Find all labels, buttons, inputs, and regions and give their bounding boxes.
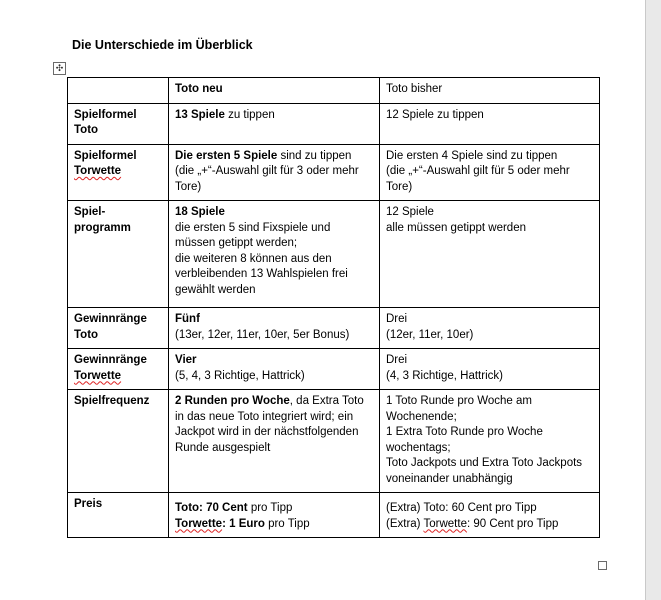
row-label-cell[interactable] <box>68 493 169 538</box>
move-cross-icon[interactable]: ✣ <box>53 62 66 75</box>
toto-neu-cell[interactable] <box>169 493 380 538</box>
cell-text: sind zu tippen <box>277 149 352 162</box>
cell-text: (Extra) Toto: 60 Cent pro Tipp <box>386 502 537 514</box>
comparison-table <box>67 77 600 538</box>
row-label-line: Toto <box>74 124 99 136</box>
header-cell-toto-neu[interactable]: Toto neu <box>169 78 380 104</box>
table-row <box>68 493 600 538</box>
cell-text: Drei <box>386 313 408 325</box>
table-row <box>68 144 600 201</box>
cell-text: pro Tipp <box>247 502 293 514</box>
row-label-line: programm <box>74 221 131 234</box>
row-label-cell[interactable] <box>68 349 169 390</box>
toto-neu-cell[interactable] <box>169 103 380 144</box>
toto-bisher-cell[interactable] <box>380 493 600 538</box>
cell-text: (13er, 12er, 11er, 10er, 5er Bonus) <box>175 328 350 341</box>
row-label-line: Torwette <box>74 369 122 382</box>
document-title: Die Unterschiede im Überblick <box>72 38 253 52</box>
cell-text: 1 Toto Runde pro Woche am Wochenende; <box>386 395 532 423</box>
table-row <box>68 201 600 308</box>
table-header-row <box>68 78 600 104</box>
cell-text: (12er, 11er, 10er) <box>386 328 474 341</box>
cell-text: Drei <box>386 354 408 366</box>
cell-note: (die „+“-Auswahl gilt für 3 oder mehr Tore) <box>175 165 359 193</box>
row-label-line: Spielfrequenz <box>74 395 150 407</box>
row-label-line: Spiel- <box>74 206 106 218</box>
cell-text: 1 Extra Toto Runde pro Woche wochentags; <box>386 426 543 454</box>
row-label-line: Gewinnränge <box>74 313 147 325</box>
bold-text: Vier <box>175 354 197 366</box>
cell-text: (Extra) <box>386 517 424 530</box>
table-row <box>68 308 600 349</box>
toto-neu-cell[interactable] <box>169 144 380 201</box>
row-label-cell[interactable] <box>68 144 169 201</box>
cell-note: (die „+“-Auswahl gilt für 5 oder mehr Tore) <box>386 165 570 193</box>
toto-neu-cell[interactable] <box>169 390 380 493</box>
toto-neu-cell[interactable] <box>169 349 380 390</box>
row-label-cell[interactable] <box>68 308 169 349</box>
page-edge-scroll-area <box>645 0 661 600</box>
cell-text: , da Extra Toto in das neue Toto integriert wird; ein Jackpot wird in der nächstfolgenden Runde ausgespielt <box>175 395 364 454</box>
cell-text: die weiteren 8 können aus den verbleibenden 13 Wahlspielen frei gewählt werden <box>175 252 348 296</box>
row-label-line: Torwette <box>74 165 122 177</box>
cell-text: pro Tipp <box>264 517 310 530</box>
row-label-line: Toto <box>74 328 99 341</box>
header-cell-toto-bisher[interactable]: Toto bisher <box>380 78 600 104</box>
row-label-cell[interactable] <box>68 390 169 493</box>
cell-text: 12 Spiele <box>386 206 434 218</box>
resize-square-icon[interactable] <box>598 561 607 570</box>
bold-text: Die ersten 5 Spiele <box>175 149 278 162</box>
cell-text: Die ersten 4 Spiele sind zu tippen <box>386 149 558 162</box>
cell-text: zu tippen <box>224 108 275 121</box>
row-label-cell[interactable] <box>68 201 169 308</box>
toto-neu-cell[interactable] <box>169 201 380 308</box>
cell-text: : 90 Cent pro Tipp <box>466 517 559 530</box>
table-row <box>68 390 600 493</box>
bold-text: 2 Runden pro Woche <box>175 395 290 407</box>
cell-text: Torwette <box>423 517 467 530</box>
table-row <box>68 349 600 390</box>
bold-text: Toto: 70 Cent <box>175 502 248 514</box>
toto-neu-cell[interactable] <box>169 308 380 349</box>
bold-text: Torwette <box>175 517 223 530</box>
cell-text: (4, 3 Richtige, Hattrick) <box>386 369 503 382</box>
bold-text: 13 Spiele <box>175 108 225 121</box>
row-label-line: Preis <box>74 498 103 510</box>
cell-text: (5, 4, 3 Richtige, Hattrick) <box>175 369 305 382</box>
toto-bisher-cell[interactable] <box>380 144 600 201</box>
toto-bisher-cell[interactable]: 12 Spiele zu tippen <box>380 103 600 144</box>
row-label-line: Gewinnränge <box>74 354 147 366</box>
table-row <box>68 103 600 144</box>
header-cell-empty[interactable] <box>68 78 169 104</box>
cell-text: alle müssen getippt werden <box>386 221 526 234</box>
row-label-line: Spielformel <box>74 108 137 121</box>
cell-text: Toto Jackpots und Extra Toto Jackpots voneinander unabhängig <box>386 457 583 485</box>
cell-text: die ersten 5 sind Fixspiele und müssen getippt werden; <box>175 221 331 249</box>
toto-bisher-cell[interactable] <box>380 201 600 308</box>
row-label-line: Spielformel <box>74 149 137 162</box>
bold-text: 18 Spiele <box>175 206 225 218</box>
toto-bisher-cell[interactable] <box>380 349 600 390</box>
bold-text: : 1 Euro <box>222 517 265 530</box>
row-label-cell[interactable] <box>68 103 169 144</box>
toto-bisher-cell[interactable] <box>380 308 600 349</box>
toto-bisher-cell[interactable] <box>380 390 600 493</box>
bold-text: Fünf <box>175 313 200 325</box>
